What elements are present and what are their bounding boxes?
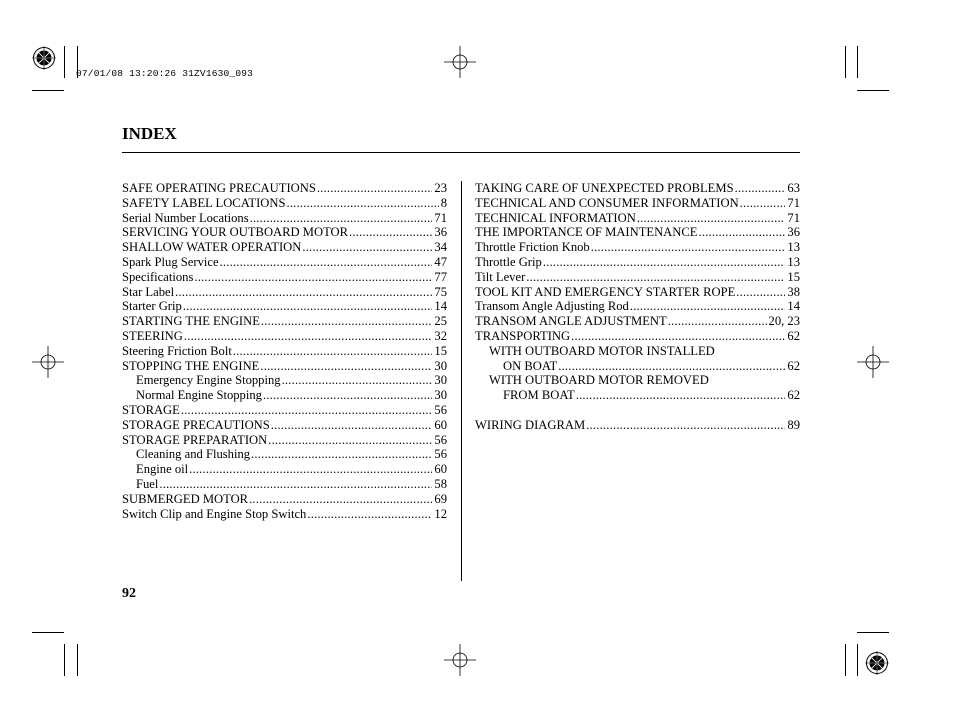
crosshair-left-icon <box>32 346 64 378</box>
dot-leader <box>637 211 786 226</box>
index-entry-page: 38 <box>787 284 800 299</box>
index-entry <box>475 359 800 374</box>
index-left-column <box>122 181 447 521</box>
index-entry-label: Star Label <box>122 284 175 299</box>
index-entry-label: Emergency Engine Stopping <box>136 373 281 388</box>
index-entry-label: TOOL KIT AND EMERGENCY STARTER ROPE <box>475 284 736 299</box>
index-entry-page: 77 <box>434 269 447 284</box>
index-entry-page: 14 <box>434 299 447 314</box>
index-entry <box>122 255 447 270</box>
index-entry-page: 62 <box>787 358 800 373</box>
index-entry-page: 15 <box>787 269 800 284</box>
index-entry <box>122 314 447 329</box>
index-entry-label: TECHNICAL INFORMATION <box>475 210 636 225</box>
dot-leader <box>735 181 786 196</box>
index-entry-page: 30 <box>434 358 447 373</box>
crop-mark <box>64 644 65 676</box>
dot-leader <box>250 211 433 226</box>
dot-leader <box>571 329 785 344</box>
index-entry-label: WITH OUTBOARD MOTOR INSTALLED <box>489 343 715 358</box>
index-entry <box>122 447 447 462</box>
index-entry-label: Tilt Lever <box>475 269 526 284</box>
index-entry-label: Specifications <box>122 269 194 284</box>
index-entry-label: WIRING DIAGRAM <box>475 417 586 432</box>
dot-leader <box>302 240 432 255</box>
index-entry-label: Normal Engine Stopping <box>136 388 262 403</box>
dot-leader <box>349 225 432 240</box>
index-entry <box>122 285 447 300</box>
dot-leader <box>233 344 433 359</box>
dot-leader <box>526 270 785 285</box>
index-entry-label: Transom Angle Adjusting Rod <box>475 299 629 314</box>
crosshair-top-icon <box>444 46 476 78</box>
index-entry-page: 36 <box>787 225 800 240</box>
index-entry-label: Throttle Friction Knob <box>475 240 590 255</box>
index-entry-label: TECHNICAL AND CONSUMER INFORMATION <box>475 195 739 210</box>
index-entry <box>475 225 800 240</box>
index-entry-page: 23 <box>434 181 447 195</box>
dot-leader <box>268 433 432 448</box>
index-entry-page: 56 <box>434 432 447 447</box>
index-entry <box>122 299 447 314</box>
dot-leader <box>668 314 767 329</box>
crosshair-right-icon <box>857 346 889 378</box>
index-entry-label: Starter Grip <box>122 299 182 314</box>
index-entry-page: 13 <box>787 240 800 255</box>
index-entry <box>122 240 447 255</box>
dot-leader <box>183 299 433 314</box>
page-title: INDEX <box>122 124 177 143</box>
index-entry <box>475 388 800 403</box>
index-entry <box>122 329 447 344</box>
index-entry <box>122 373 447 388</box>
index-entry-page: 60 <box>434 417 447 432</box>
registration-mark-top-left-icon <box>32 46 56 70</box>
index-entry-page: 34 <box>434 240 447 255</box>
dot-leader <box>249 492 432 507</box>
dot-leader <box>698 225 785 240</box>
index-entry <box>475 240 800 255</box>
index-entry-page: 56 <box>434 402 447 417</box>
index-entry <box>475 255 800 270</box>
index-entry-label: ON BOAT <box>503 358 558 373</box>
index-entry-label: TAKING CARE OF UNEXPECTED PROBLEMS <box>475 181 734 195</box>
crop-mark <box>32 632 64 633</box>
index-entry <box>475 373 800 388</box>
index-entry-label: STEERING <box>122 328 183 343</box>
index-entry-page: 12 <box>434 506 447 521</box>
crop-mark <box>857 644 858 676</box>
index-entry-label: STORAGE <box>122 402 180 417</box>
index-entry-label: TRANSOM ANGLE ADJUSTMENT <box>475 314 667 329</box>
crop-mark <box>32 90 64 91</box>
crop-mark <box>857 90 889 91</box>
index-entry <box>475 285 800 300</box>
index-entry-label: Steering Friction Bolt <box>122 343 232 358</box>
index-entry-label: STORAGE PREPARATION <box>122 432 268 447</box>
index-entry-page: 62 <box>787 328 800 343</box>
index-entry-label: STORAGE PRECAUTIONS <box>122 417 270 432</box>
index-entry <box>122 477 447 492</box>
index-entry-page: 8 <box>440 195 447 210</box>
index-entry-page: 30 <box>434 388 447 403</box>
index-entry <box>475 329 800 344</box>
dot-leader <box>576 388 786 403</box>
index-entry-page: 89 <box>787 417 800 432</box>
index-entry-page: 60 <box>434 462 447 477</box>
index-entry-label: Switch Clip and Engine Stop Switch <box>122 506 307 521</box>
index-entry-page: 20, 23 <box>768 314 800 329</box>
page-number: 92 <box>122 586 136 601</box>
dot-leader <box>286 196 438 211</box>
index-entry <box>122 225 447 240</box>
index-entry-page: 62 <box>787 388 800 403</box>
index-entry <box>475 181 800 196</box>
index-entry <box>122 181 447 196</box>
dot-leader <box>543 255 786 270</box>
index-right-column <box>475 181 800 433</box>
index-entry-page: 47 <box>434 254 447 269</box>
index-entry-label: WITH OUTBOARD MOTOR REMOVED <box>489 373 709 388</box>
crop-mark <box>845 644 846 676</box>
index-entry <box>122 388 447 403</box>
crop-mark <box>857 46 858 78</box>
dot-leader <box>282 373 433 388</box>
index-entry <box>122 359 447 374</box>
index-entry-page: 58 <box>434 476 447 491</box>
dot-leader <box>194 270 432 285</box>
index-entry <box>122 462 447 477</box>
index-entry <box>475 196 800 211</box>
index-entry <box>122 433 447 448</box>
index-entry <box>122 211 447 226</box>
index-entry-label: SUBMERGED MOTOR <box>122 491 249 506</box>
index-entry-page: 15 <box>434 343 447 358</box>
dot-leader <box>251 447 432 462</box>
index-entry-label: THE IMPORTANCE OF MAINTENANCE <box>475 225 698 240</box>
crop-mark <box>77 644 78 676</box>
dot-leader <box>261 314 432 329</box>
index-entry-page: 71 <box>434 210 447 225</box>
index-entry <box>122 270 447 285</box>
index-entry-page: 69 <box>434 491 447 506</box>
dot-leader <box>558 359 785 374</box>
dot-leader <box>591 240 786 255</box>
dot-leader <box>189 462 432 477</box>
index-entry-label: SHALLOW WATER OPERATION <box>122 240 302 255</box>
index-entry-label: Serial Number Locations <box>122 210 249 225</box>
index-entry <box>122 344 447 359</box>
index-entry-label: Cleaning and Flushing <box>136 447 251 462</box>
index-entry <box>122 403 447 418</box>
index-entry-page: 36 <box>434 225 447 240</box>
index-entry <box>122 507 447 522</box>
index-entry-page: 32 <box>434 328 447 343</box>
index-entry-page: 71 <box>787 195 800 210</box>
index-entry <box>475 314 800 329</box>
index-entry-label: SERVICING YOUR OUTBOARD MOTOR <box>122 225 349 240</box>
registration-mark-bottom-right-icon <box>865 651 889 675</box>
dot-leader <box>220 255 433 270</box>
crosshair-bottom-icon <box>444 644 476 676</box>
index-entry-page: 75 <box>434 284 447 299</box>
dot-leader <box>159 477 432 492</box>
index-entry-label: STOPPING THE ENGINE <box>122 358 260 373</box>
dot-leader <box>271 418 433 433</box>
index-entry <box>475 299 800 314</box>
dot-leader <box>263 388 432 403</box>
index-entry-page: 13 <box>787 254 800 269</box>
index-entry-label: Spark Plug Service <box>122 254 219 269</box>
index-entry <box>475 270 800 285</box>
crop-mark <box>857 632 889 633</box>
dot-leader <box>260 359 432 374</box>
index-entry-page: 63 <box>787 181 800 195</box>
print-timestamp: 07/01/08 13:20:26 31ZV1630_093 <box>76 68 254 79</box>
index-entry <box>122 418 447 433</box>
index-entry <box>122 196 447 211</box>
index-entry-label: Engine oil <box>136 462 189 477</box>
dot-leader <box>586 418 785 433</box>
dot-leader <box>175 285 432 300</box>
index-entry-page: 25 <box>434 314 447 329</box>
index-entry <box>122 492 447 507</box>
index-entry-page: 30 <box>434 373 447 388</box>
index-entry <box>475 211 800 226</box>
dot-leader <box>307 507 432 522</box>
index-entry-label: TRANSPORTING <box>475 328 571 343</box>
dot-leader <box>740 196 786 211</box>
crop-mark <box>64 46 65 78</box>
index-entry-page: 71 <box>787 210 800 225</box>
index-entry-label: Throttle Grip <box>475 254 542 269</box>
index-entry-label: FROM BOAT <box>503 388 575 403</box>
index-entry-label: SAFE OPERATING PRECAUTIONS <box>122 181 316 195</box>
dot-leader <box>736 285 785 300</box>
dot-leader <box>184 329 433 344</box>
index-entry-label: STARTING THE ENGINE <box>122 314 260 329</box>
index-entry-label: SAFETY LABEL LOCATIONS <box>122 195 286 210</box>
column-divider <box>461 181 462 581</box>
index-entry-page: 56 <box>434 447 447 462</box>
index-entry <box>475 344 800 359</box>
index-entry <box>475 418 800 433</box>
dot-leader <box>181 403 433 418</box>
dot-leader <box>317 181 433 196</box>
index-spacer <box>475 403 800 418</box>
index-entry-label: Fuel <box>136 476 159 491</box>
index-entry-page: 14 <box>787 299 800 314</box>
title-rule <box>122 152 800 153</box>
crop-mark <box>845 46 846 78</box>
dot-leader <box>630 299 786 314</box>
